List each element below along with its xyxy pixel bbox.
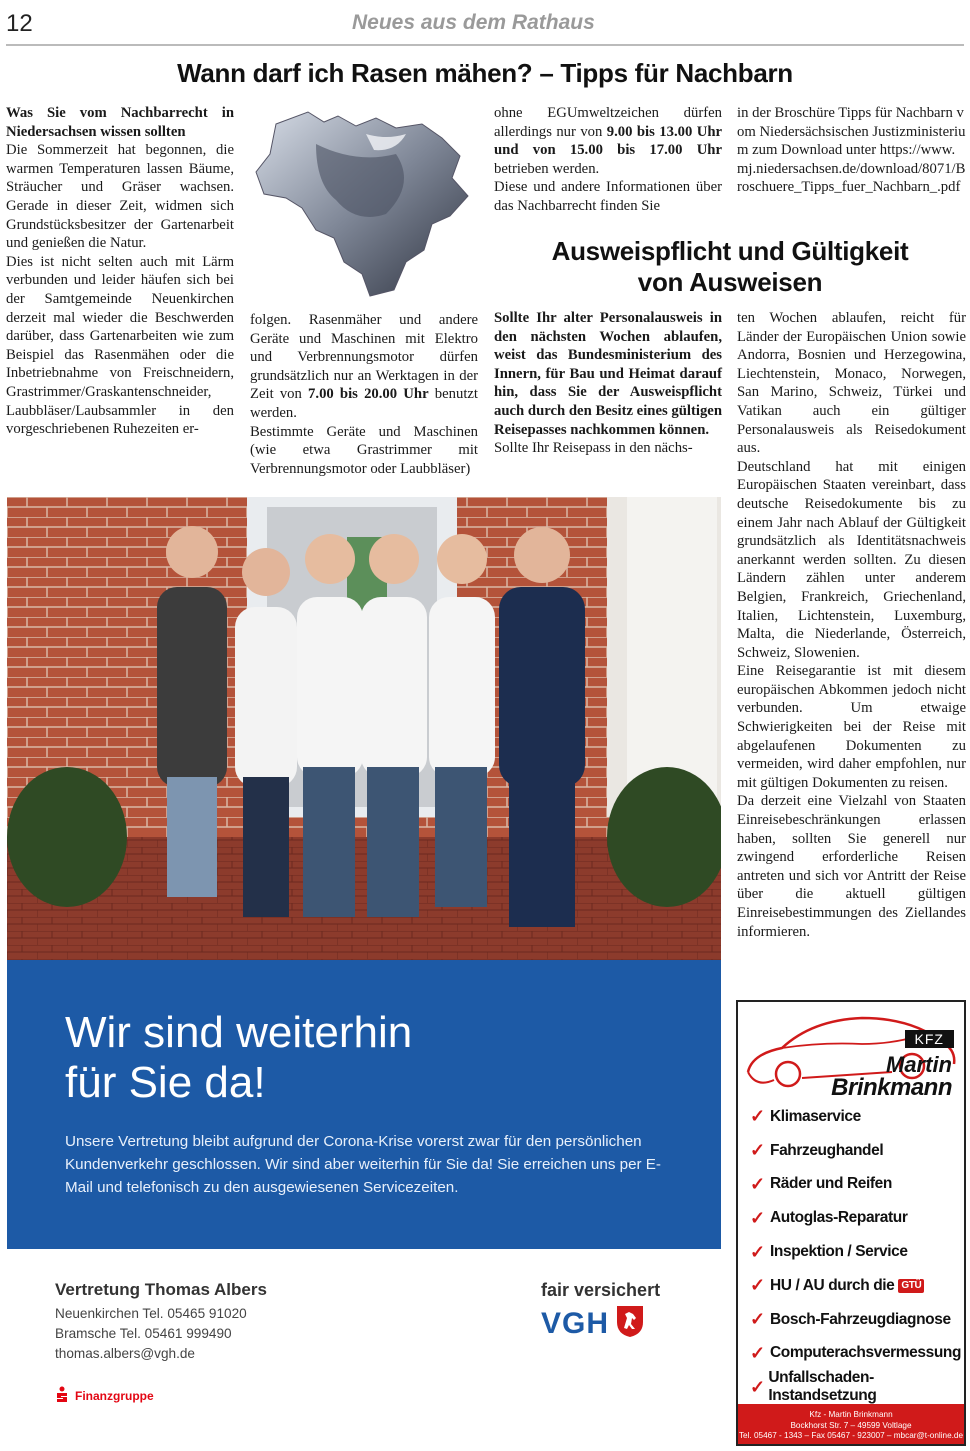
article-rasen-lead: Was Sie vom Nachbarrecht in Niedersachsen wissen sollten [6, 105, 234, 140]
kfz-footer-line: Kfz - Martin Brinkmann [809, 1410, 893, 1419]
article-rasen-column-4 [737, 104, 966, 197]
agency-name: Vertretung Thomas Albers [55, 1280, 267, 1299]
kfz-name-first: Martin [886, 1052, 952, 1077]
checkmark-icon: ✓ [750, 1275, 765, 1296]
vgh-brand: VGH [541, 1306, 610, 1340]
list-item [750, 1100, 962, 1134]
checkmark-icon: ✓ [750, 1173, 765, 1194]
sparkasse-s-icon [55, 1386, 69, 1405]
article-ausweis-paragraph: Eine Reisegarantie ist mit diesem europäischen Abkommen jedoch nicht verbunden. Um etwaige Schwierigkeiten bei der Reise mit abgelaufenen Dokumenten zu vermeiden, wird daher empfohlen, nur mit gültigen Dokumenten zu reisen. [737, 663, 966, 791]
page-number: 12 [6, 10, 33, 37]
article-rasen-paragraph: Bestimmte Geräte und Maschinen (wie etwa Grastrimmer mit Verbrennungsmotor oder Laubbläser) [250, 423, 478, 477]
vgh-ad-text: Unsere Vertretung bleibt aufgrund der Corona-Krise vorerst zwar für den persönlichen Kundenverkehr geschlossen. Wir sind aber weiterhin für Sie da! Sie erreichen uns per E-Mail und telefonisch zu den ausgewiesenen Servicezeiten. [65, 1133, 661, 1196]
agency-email: thomas.albers@vgh.de [55, 1346, 195, 1361]
phone-neuenkirchen: Neuenkirchen Tel. 05465 91020 [55, 1306, 247, 1321]
vgh-advertisement [7, 960, 721, 1436]
article-rasen-paragraph: Die Sommerzeit hat begonnen, die warmen Temperaturen lassen Bäume, Sträucher und Gräser wachsen. Gerade in dieser Zeit, widmen sich Grundstücksbesitzer der Gartenarbeit und genießen die Natur. [6, 142, 234, 252]
checkmark-icon: ✓ [750, 1207, 765, 1228]
article-headline-ausweis [492, 236, 968, 298]
checkmark-icon: ✓ [750, 1106, 765, 1127]
article-ausweis-column-1 [494, 309, 722, 458]
headline-line: von Ausweisen [637, 267, 823, 297]
article-rasen-column-2 [250, 311, 478, 478]
article-ausweis-paragraph: Sollte Ihr Reisepass in den nächs- [494, 440, 693, 457]
checkmark-icon: ✓ [750, 1241, 765, 1262]
article-rasen-column-3 [494, 104, 722, 216]
checkmark-icon: ✓ [750, 1309, 765, 1330]
article-rasen-column-1 [6, 104, 234, 439]
kfz-name-last: Brinkmann [831, 1074, 952, 1101]
service-label: Bosch-Fahrzeugdiagnose [770, 1310, 951, 1328]
service-label: Klimaservice [770, 1107, 861, 1125]
kfz-logo [742, 1008, 962, 1104]
service-label: Räder und Reifen [770, 1175, 892, 1193]
list-item [750, 1337, 962, 1371]
headline-line: Ausweispflicht und Gültigkeit [551, 236, 909, 266]
article-ausweis-column-2 [737, 309, 966, 941]
service-label: Inspektion / Service [770, 1243, 908, 1261]
checkmark-icon: ✓ [750, 1342, 765, 1363]
niedersachsen-map-image [246, 104, 480, 304]
article-rasen-text: folgen. Rasenmäher und andere Geräte und Maschinen mit Elektro und Verbrennungsmotor dürfen grundsätzlich nur an Werktagen in der Zeit von [250, 312, 478, 403]
list-item [750, 1168, 962, 1202]
service-label: Computerachsvermessung [770, 1344, 962, 1362]
kfz-footer [738, 1404, 964, 1444]
horse-shield-icon [615, 1304, 645, 1343]
vgh-logo [541, 1304, 645, 1343]
section-title: Neues aus dem Rathaus [352, 11, 595, 34]
article-rasen-time-bold: 7.00 bis 20.00 Uhr [308, 386, 429, 403]
service-label: Unfallschaden-Instandsetzung [768, 1369, 877, 1405]
vgh-ad-title-line: Wir sind weiterhin [65, 1008, 413, 1057]
phone-bramsche: Bramsche Tel. 05461 999490 [55, 1326, 232, 1341]
kfz-service-list [750, 1100, 962, 1404]
kfz-footer-line: Bockhorst Str. 7 – 49599 Voltlage [790, 1420, 912, 1430]
vgh-ad-title [65, 1008, 625, 1108]
article-rasen-text: benutzt werden. [250, 386, 479, 421]
list-item [750, 1201, 962, 1235]
list-item [750, 1134, 962, 1168]
list-item [750, 1269, 962, 1303]
article-rasen-paragraph: Diese und andere Informationen über das Nachbarrecht finden Sie [494, 179, 722, 214]
team-photo [7, 497, 721, 960]
gtu-logo: GTÜ [898, 1279, 924, 1293]
service-label: Autoglas-Reparatur [770, 1209, 908, 1227]
service-label: HU / AU durch die [770, 1276, 895, 1294]
kfz-brinkmann-advertisement [736, 1000, 966, 1446]
finanzgruppe-label: Finanzgruppe [75, 1388, 154, 1403]
vgh-slogan: fair versichert [541, 1280, 661, 1300]
header-divider [6, 44, 964, 46]
article-rasen-text: betrieben werden. [494, 160, 600, 177]
vgh-ad-contact [55, 1280, 267, 1364]
article-rasen-time-bold: 9.00 bis 13.00 Uhr und von 15.00 bis 17.00 Uhr [494, 123, 723, 159]
article-rasen-text: ohne EGUmweltzeichen dürfen allerdings nur von [494, 105, 722, 140]
article-ausweis-paragraph: Da derzeit eine Vielzahl von Staaten Einreisebeschränkungen erlassen haben, sollten Sie generell nur zwingend erforderliche Reisen antreten und sich vor Antritt der Reise über die aktuell gültigen Einreisebestimmungen des Ziellandes informieren. [737, 793, 966, 940]
list-item [750, 1235, 962, 1269]
article-ausweis-lead: Sollte Ihr alter Personalausweis in den nächsten Wochen ablaufen, weist das Bundesministerium des Innern, für Bau und Heimat darauf hin, dass Sie der Ausweispflicht auch durch den Besitz eines gültigen Reisepasses nachkommen können. [494, 310, 722, 438]
checkmark-icon: ✓ [750, 1140, 765, 1161]
article-ausweis-paragraph: Deutschland hat mit einigen Europäischen Staaten vereinbart, dass deutsche Reisedokumente bis zu einem Jahr nach Ablauf der Gültigkeit grundsätzlich als Identitätsnachweis anerkannt werden sollten. Zu diesen Ländern zählen unter anderem Belgien, Frankreich, Griechenland, Italien, Lichtenstein, Luxemburg, Malta, die Niederlande, Österreich, Schweiz, Slowenien. [737, 458, 966, 661]
vgh-ad-title-line: für Sie da! [65, 1058, 266, 1107]
article-headline-rasen: Wann darf ich Rasen mähen? – Tipps für Nachbarn [177, 58, 793, 88]
checkmark-icon: ✓ [750, 1376, 765, 1397]
list-item [750, 1303, 962, 1337]
finanzgruppe-logo [55, 1386, 154, 1405]
list-item [750, 1370, 962, 1404]
kfz-badge: KFZ [905, 1030, 954, 1048]
service-label: Fahrzeughandel [770, 1141, 884, 1159]
article-rasen-paragraph: Dies ist nicht selten auch mit Lärm verbunden und leider häufen sich bei der Samtgemeinde Neuenkirchen derzeit mal wieder die Beschwerden darüber, dass Gartenarbeiten wie zum Beispiel das Rasenmähen oder die Inbetriebnahme von Freischneidern, Grastrimmer/Graskantenschneider, Laubbläser/Laubsammler in den vorgeschriebenen Ruhezeiten er- [6, 253, 234, 438]
kfz-footer-line: Tel. 05467 - 1343 – Fax 05467 - 923007 – mbcar@t-online.de [738, 1431, 964, 1440]
article-ausweis-paragraph: ten Wochen ablaufen, reicht für Länder der Europäischen Union sowie Andorra, Bosnien und Herzegowina, Liechtenstein, Monaco, Norwegen, San Marino, Schweiz, Türkei und Vatikan auch ein gültiger Personalausweis als Reisedokument aus. [737, 310, 966, 457]
article-rasen-paragraph: in der Broschüre Tipps für Nachbarn vom Niedersächsischen Justizministerium zum Download unter https://www.mj.niedersachsen.de/download/8071/Broschuere_Tipps_fuer_Nachbarn_.pdf [737, 105, 966, 196]
